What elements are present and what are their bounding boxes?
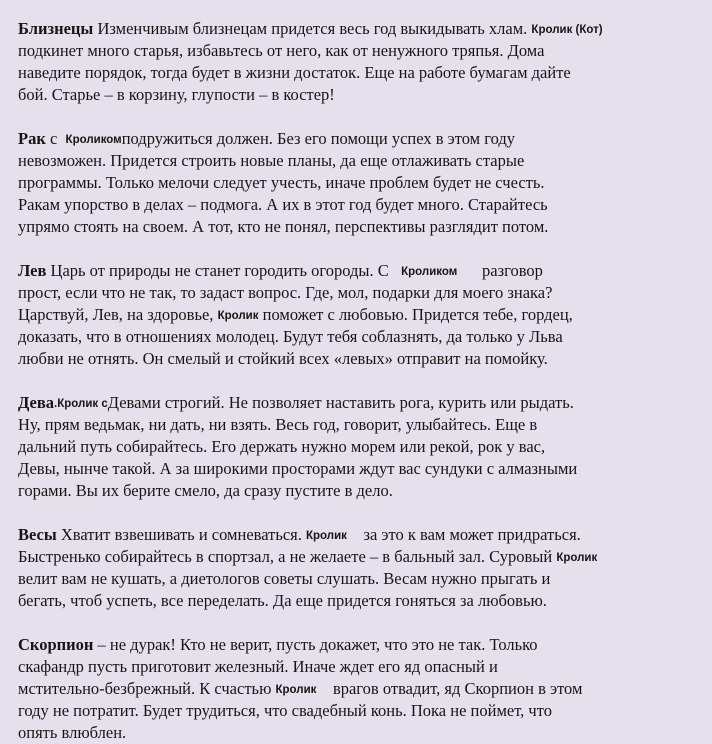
paragraph-text: – не дурак! Кто не верит, пусть докажет, что это не так. Только bbox=[93, 635, 538, 654]
text-line bbox=[18, 414, 706, 436]
paragraph-text: поможет с любовью. Придется тебе, гордец, bbox=[258, 305, 573, 324]
text-line bbox=[18, 40, 706, 62]
text-line bbox=[18, 150, 706, 172]
paragraph-text: Девы, нынче такой. А за широкими просторами ждут вас сундуки с алмазными bbox=[18, 459, 578, 478]
paragraph-text: бегать, чтоб успеть, все переделать. Да еще придется гоняться за любовью. bbox=[18, 591, 547, 610]
text-line bbox=[18, 634, 706, 656]
paragraph-text: дальний путь собирайтесь. Его держать нужно морем или рекой, рок у вас, bbox=[18, 437, 546, 456]
text-line bbox=[18, 128, 706, 150]
inserted-word: Кролик bbox=[556, 552, 598, 564]
text-line bbox=[18, 590, 706, 612]
paragraph-text: доказать, что в отношениях молодец. Будут тебя соблазнять, да только у Льва bbox=[18, 327, 563, 346]
paragraph-text: прост, если что не так, то задаст вопрос. Где, мол, подарки для моего знака? bbox=[18, 283, 553, 302]
text-line bbox=[18, 260, 706, 282]
paragraph-text: Ракам упорство в делах – подмога. А их в этот год будет много. Старайтесь bbox=[18, 195, 548, 214]
paragraph-text: любви не отнять. Он смелый и стойкий всех «левых» отправит на помойку. bbox=[18, 349, 548, 368]
text-line bbox=[18, 84, 706, 106]
text-line bbox=[18, 524, 706, 546]
paragraph-text: мстительно-безбрежный. К счастью bbox=[18, 679, 276, 698]
sign-name: Лев bbox=[18, 261, 47, 280]
paragraph-text: за это к вам может придраться. bbox=[346, 525, 581, 544]
paragraph-text: Девами строгий. Не позволяет наставить рога, курить или рыдать. bbox=[107, 393, 574, 412]
paragraph-text: опять влюблен. bbox=[18, 723, 127, 742]
text-line bbox=[18, 458, 706, 480]
sign-name: Дева bbox=[18, 393, 55, 412]
inserted-word: .Кролик с bbox=[54, 398, 108, 410]
paragraph-text: подкинет много старья, избавьтесь от него, как от ненужного тряпья. Дома bbox=[18, 41, 545, 60]
text-line bbox=[18, 18, 706, 40]
horoscope-section bbox=[18, 128, 706, 238]
horoscope-section bbox=[18, 392, 706, 502]
sign-name: Весы bbox=[18, 525, 57, 544]
text-line bbox=[18, 216, 706, 238]
inserted-word: Кролик (Кот) bbox=[531, 24, 603, 36]
text-line bbox=[18, 568, 706, 590]
horoscope-section bbox=[18, 634, 706, 744]
sign-name: Рак bbox=[18, 129, 46, 148]
paragraph-text: с bbox=[45, 129, 66, 148]
sign-name: Близнецы bbox=[18, 19, 94, 38]
paragraph-text: наведите порядок, тогда будет в жизни достаток. Еще на работе бумагам дайте bbox=[18, 63, 571, 82]
horoscope-section bbox=[18, 524, 706, 612]
text-line bbox=[18, 700, 706, 722]
paragraph-text: разговор bbox=[457, 261, 543, 280]
text-line bbox=[18, 722, 706, 744]
paragraph-text: Быстренько собирайтесь в спортзал, а не желаете – в бальный зал. Суровый bbox=[18, 547, 557, 566]
horoscope-section bbox=[18, 18, 706, 106]
horoscope-section bbox=[18, 260, 706, 370]
paragraph-text: году не потратит. Будет трудиться, что свадебный конь. Пока не поймет, что bbox=[18, 701, 552, 720]
paragraph-text: упрямо стоять на своем. А тот, кто не понял, перспективы разглядит потом. bbox=[18, 217, 549, 236]
text-line bbox=[18, 304, 706, 326]
text-line bbox=[18, 546, 706, 568]
paragraph-text: горами. Вы их берите смело, да сразу пустите в дело. bbox=[18, 481, 393, 500]
paragraph-text: скафандр пусть приготовит железный. Иначе ждет его яд опасный и bbox=[18, 657, 498, 676]
inserted-word: Кролик bbox=[275, 684, 317, 696]
text-line bbox=[18, 282, 706, 304]
text-line bbox=[18, 62, 706, 84]
paragraph-text: Ну, прям ведьмак, ни дать, ни взять. Весь год, говорит, улыбайтесь. Еще в bbox=[18, 415, 538, 434]
inserted-word: Кроликом bbox=[65, 134, 122, 146]
inserted-word: Кроликом bbox=[401, 266, 458, 278]
text-line bbox=[18, 392, 706, 414]
paragraph-text: Царь от природы не станет городить огороды. С bbox=[46, 261, 402, 280]
text-line bbox=[18, 436, 706, 458]
paragraph-text: программы. Только мелочи следует учесть, иначе проблем будет не счесть. bbox=[18, 173, 545, 192]
text-line bbox=[18, 172, 706, 194]
paragraph-text: Царствуй, Лев, на здоровье, bbox=[18, 305, 218, 324]
paragraph-text: врагов отвадит, яд Скорпион в этом bbox=[316, 679, 583, 698]
paragraph-text: Хватит взвешивать и сомневаться. bbox=[56, 525, 307, 544]
text-line bbox=[18, 480, 706, 502]
text-line bbox=[18, 326, 706, 348]
inserted-word: Кролик bbox=[306, 530, 347, 542]
sign-name: Скорпион bbox=[18, 635, 94, 654]
paragraph-text: подружиться должен. Без его помощи успех в этом году bbox=[121, 129, 515, 148]
paragraph-text: велит вам не кушать, а диетологов советы слушать. Весам нужно прыгать и bbox=[18, 569, 551, 588]
text-line bbox=[18, 656, 706, 678]
paragraph-text: Изменчивым близнецам придется весь год выкидывать хлам. bbox=[93, 19, 532, 38]
inserted-word: Кролик bbox=[217, 310, 259, 322]
paragraph-text: бой. Старье – в корзину, глупости – в костер! bbox=[18, 85, 335, 104]
paragraph-text: невозможен. Придется строить новые планы, да еще отлаживать старые bbox=[18, 151, 525, 170]
text-line bbox=[18, 678, 706, 700]
text-line bbox=[18, 194, 706, 216]
text-line bbox=[18, 348, 706, 370]
